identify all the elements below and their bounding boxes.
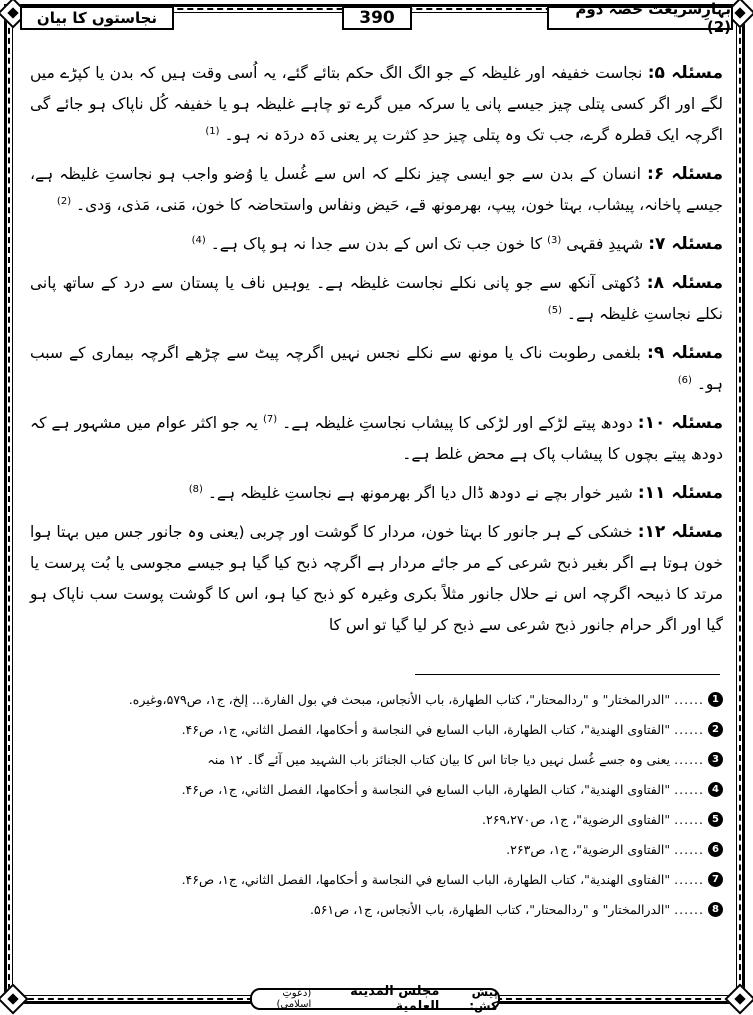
footnote-item: [30, 804, 723, 834]
masala-text: خشکی کے ہر جانور کا بہتا خون، مردار کا گوشت اور چربی (یعنی وہ جانور جس میں بہتا ہوا خون ہوتا ہے اگر بغیر ذبح شرعی کے مر جائے مردار ہے اگرچہ ذبح کیا گیا ہو جیسے مجوسی یا بُت پرست یا مرتد کا ذبیحہ اگرچہ اس نے حلال جانور مثلاً بکری وغیرہ کو ذبح کیا ہو، اس کا گوشت پوست سب ناپاک ہو گیا اور اگر حرام جانور ذبح شرعی سے ذبح کر لیا گیا تو اس کا: [30, 523, 723, 634]
footnote-ref[interactable]: (3): [547, 234, 562, 246]
footnote-ref[interactable]: (8): [188, 483, 203, 495]
footnote-leader: ......: [674, 811, 704, 827]
footnote-leader: ......: [674, 841, 704, 857]
masala-text: انسان کے بدن سے جو ایسی چیز نکلے کہ اس سے غُسل یا وُضو واجب ہو نجاستِ غلیظہ ہے، جیسے پاخانہ، پیشاب، بہتا خون، پیپ، بھرمونھ قے، حَیض ونفاس واستحاضہ کا خون، مَنی، مَذی، وَدی۔: [30, 165, 723, 214]
footnote-leader: ......: [674, 901, 704, 917]
page-header: [20, 0, 733, 36]
footnote-item: [30, 864, 723, 894]
footnote-leader: ......: [674, 871, 704, 887]
footnote-number: 2: [708, 722, 723, 737]
masala-paragraph: [30, 338, 723, 400]
masala-label: مسئلہ ۵:: [647, 63, 723, 83]
footnote-text: "الفتاوى الرضوية"، ج۱، ص۲۶۳.: [506, 841, 671, 857]
footnote-number: 7: [708, 872, 723, 887]
footnote-text: "الفتاوى الهندية"، كتاب الطهارة، الباب السابع في النجاسة و أحكامها، الفصل الثاني، ج۱، ص۴۶.: [181, 781, 671, 797]
masala-text: دُکھتی آنکھ سے جو پانی نکلے نجاست غلیظہ ہے۔ یوہیں ناف یا پستان سے درد کے ساتھ پانی نکلے نجاستِ غلیظہ ہے۔: [30, 274, 723, 323]
footnote-number: 5: [708, 812, 723, 827]
masala-text: شیر خوار بچے نے دودھ ڈال دیا اگر بھرمونھ ہے نجاستِ غلیظہ ہے۔: [207, 484, 633, 502]
footnote-leader: ......: [674, 721, 704, 737]
masala-label: مسئلہ ۹:: [647, 343, 723, 363]
footnote-item: [30, 714, 723, 744]
footnote-text: "الفتاوى الهندية"، كتاب الطهارة، الباب السابع في النجاسة و أحكامها، الفصل الثاني، ج۱، ص۴۶.: [181, 721, 671, 737]
main-text: [30, 58, 723, 649]
page-footer: [250, 984, 500, 1014]
masala-label: مسئلہ ۸:: [646, 273, 723, 293]
masala-paragraph: [30, 408, 723, 470]
footnote-text: "الفتاوى الهندية"، كتاب الطهارة، الباب السابع في النجاسة و أحكامها، الفصل الثاني، ج۱، ص۴۶.: [181, 871, 671, 887]
masala-label: مسئلہ ۱۲:: [637, 522, 723, 542]
footnote-divider: [415, 674, 720, 675]
footnote-ref[interactable]: (2): [56, 195, 72, 207]
footnote-number: 4: [708, 782, 723, 797]
masala-paragraph: [30, 517, 723, 641]
footnote-leader: ......: [674, 781, 704, 797]
footnote-ref[interactable]: (5): [547, 304, 562, 316]
masala-label: مسئلہ ۱۰:: [637, 413, 723, 433]
footnote-leader: ......: [674, 691, 704, 707]
footnote-number: 3: [708, 752, 723, 767]
footnote-ref[interactable]: (1): [205, 125, 220, 137]
footnote-leader: ......: [674, 751, 704, 767]
masala-label: مسئلہ ۷:: [648, 234, 723, 254]
masala-label: مسئلہ ۱۱:: [637, 483, 723, 503]
footnote-ref[interactable]: (6): [677, 374, 692, 386]
footnote-number: 1: [708, 692, 723, 707]
footnote-number: 8: [708, 902, 723, 917]
footnote-item: [30, 684, 723, 714]
footnote-text: "الدرالمختار" و "ردالمحتار"، كتاب الطهارة، باب الأنجاس، مبحث في بول الفارة... إلخ، ج۱، ص۵۷۹،وغيره.: [128, 691, 671, 707]
masala-text: نجاست خفیفہ اور غلیظہ کے جو الگ الگ حکم بتائے گئے، یہ اُسی وقت ہیں کہ بدن یا کپڑے میں لگے اور اگر کسی پتلی چیز جیسے پانی یا سرکہ میں گرے تو چاہے غلیظہ ہو یا خفیفہ کُل ناپاک ہو جائے گی اگرچہ ایک قطرہ گرے، جب تک وہ پتلی چیز حدِ کثرت پر یعنی دَہ دردَہ نہ ہو۔: [30, 64, 723, 144]
presenter-label: پیش کش:: [469, 985, 498, 1013]
footnote-ref[interactable]: (7): [262, 413, 278, 425]
chapter-title: نجاستوں کا بیان: [20, 6, 174, 30]
footnote-item: [30, 894, 723, 924]
footnotes: [30, 684, 723, 924]
organization-subtitle: (دعوتِ اسلامی): [276, 988, 312, 1010]
masala-paragraph: [30, 478, 723, 509]
footnote-text: یعنی وہ جسے غُسل نہیں دیا جاتا اس کا بیان کتاب الجنائز باب الشہید میں آئے گا۔ ۱۲ منہ: [207, 751, 671, 767]
footnote-item: [30, 744, 723, 774]
masala-label: مسئلہ ۶:: [647, 164, 723, 184]
masala-text: یہ جو اکثر عوام میں مشہور ہے کہ دودھ پیتے بچوں کا پیشاب پاک ہے محض غلط ہے۔: [30, 414, 723, 463]
masala-paragraph: [30, 268, 723, 330]
organization-name: مجلس المدینة العلمیة: [350, 984, 440, 1014]
masala-text: بلغمی رطوبت ناک یا مونھ سے نکلے نجس نہیں اگرچہ پیٹ سے چڑھے اگرچہ بیماری کے سبب ہو۔: [30, 344, 723, 393]
footnote-item: [30, 834, 723, 864]
masala-paragraph: [30, 159, 723, 221]
masala-text: کا خون جب تک اس کے بدن سے جدا نہ ہو پاک ہے۔: [210, 235, 543, 253]
footnote-item: [30, 774, 723, 804]
masala-paragraph: [30, 229, 723, 260]
footnote-text: "الفتاوى الرضوية"، ج۱، ص۲۶۹،۲۷۰.: [482, 811, 671, 827]
footnote-text: "الدرالمختار" و "ردالمحتار"، كتاب الطهارة، باب الأنجاس، ج۱، ص۵۶۱.: [310, 901, 671, 917]
masala-text: شہیدِ فقہی: [566, 235, 644, 253]
footnote-ref[interactable]: (4): [191, 234, 206, 246]
masala-paragraph: [30, 58, 723, 151]
footnote-number: 6: [708, 842, 723, 857]
page-number: 390: [342, 6, 412, 30]
masala-text: دودھ پیتے لڑکے اور لڑکی کا پیشاب نجاستِ غلیظہ ہے۔: [282, 414, 633, 432]
book-title: بہارِشریعت حصہ دوم (2): [547, 6, 733, 30]
